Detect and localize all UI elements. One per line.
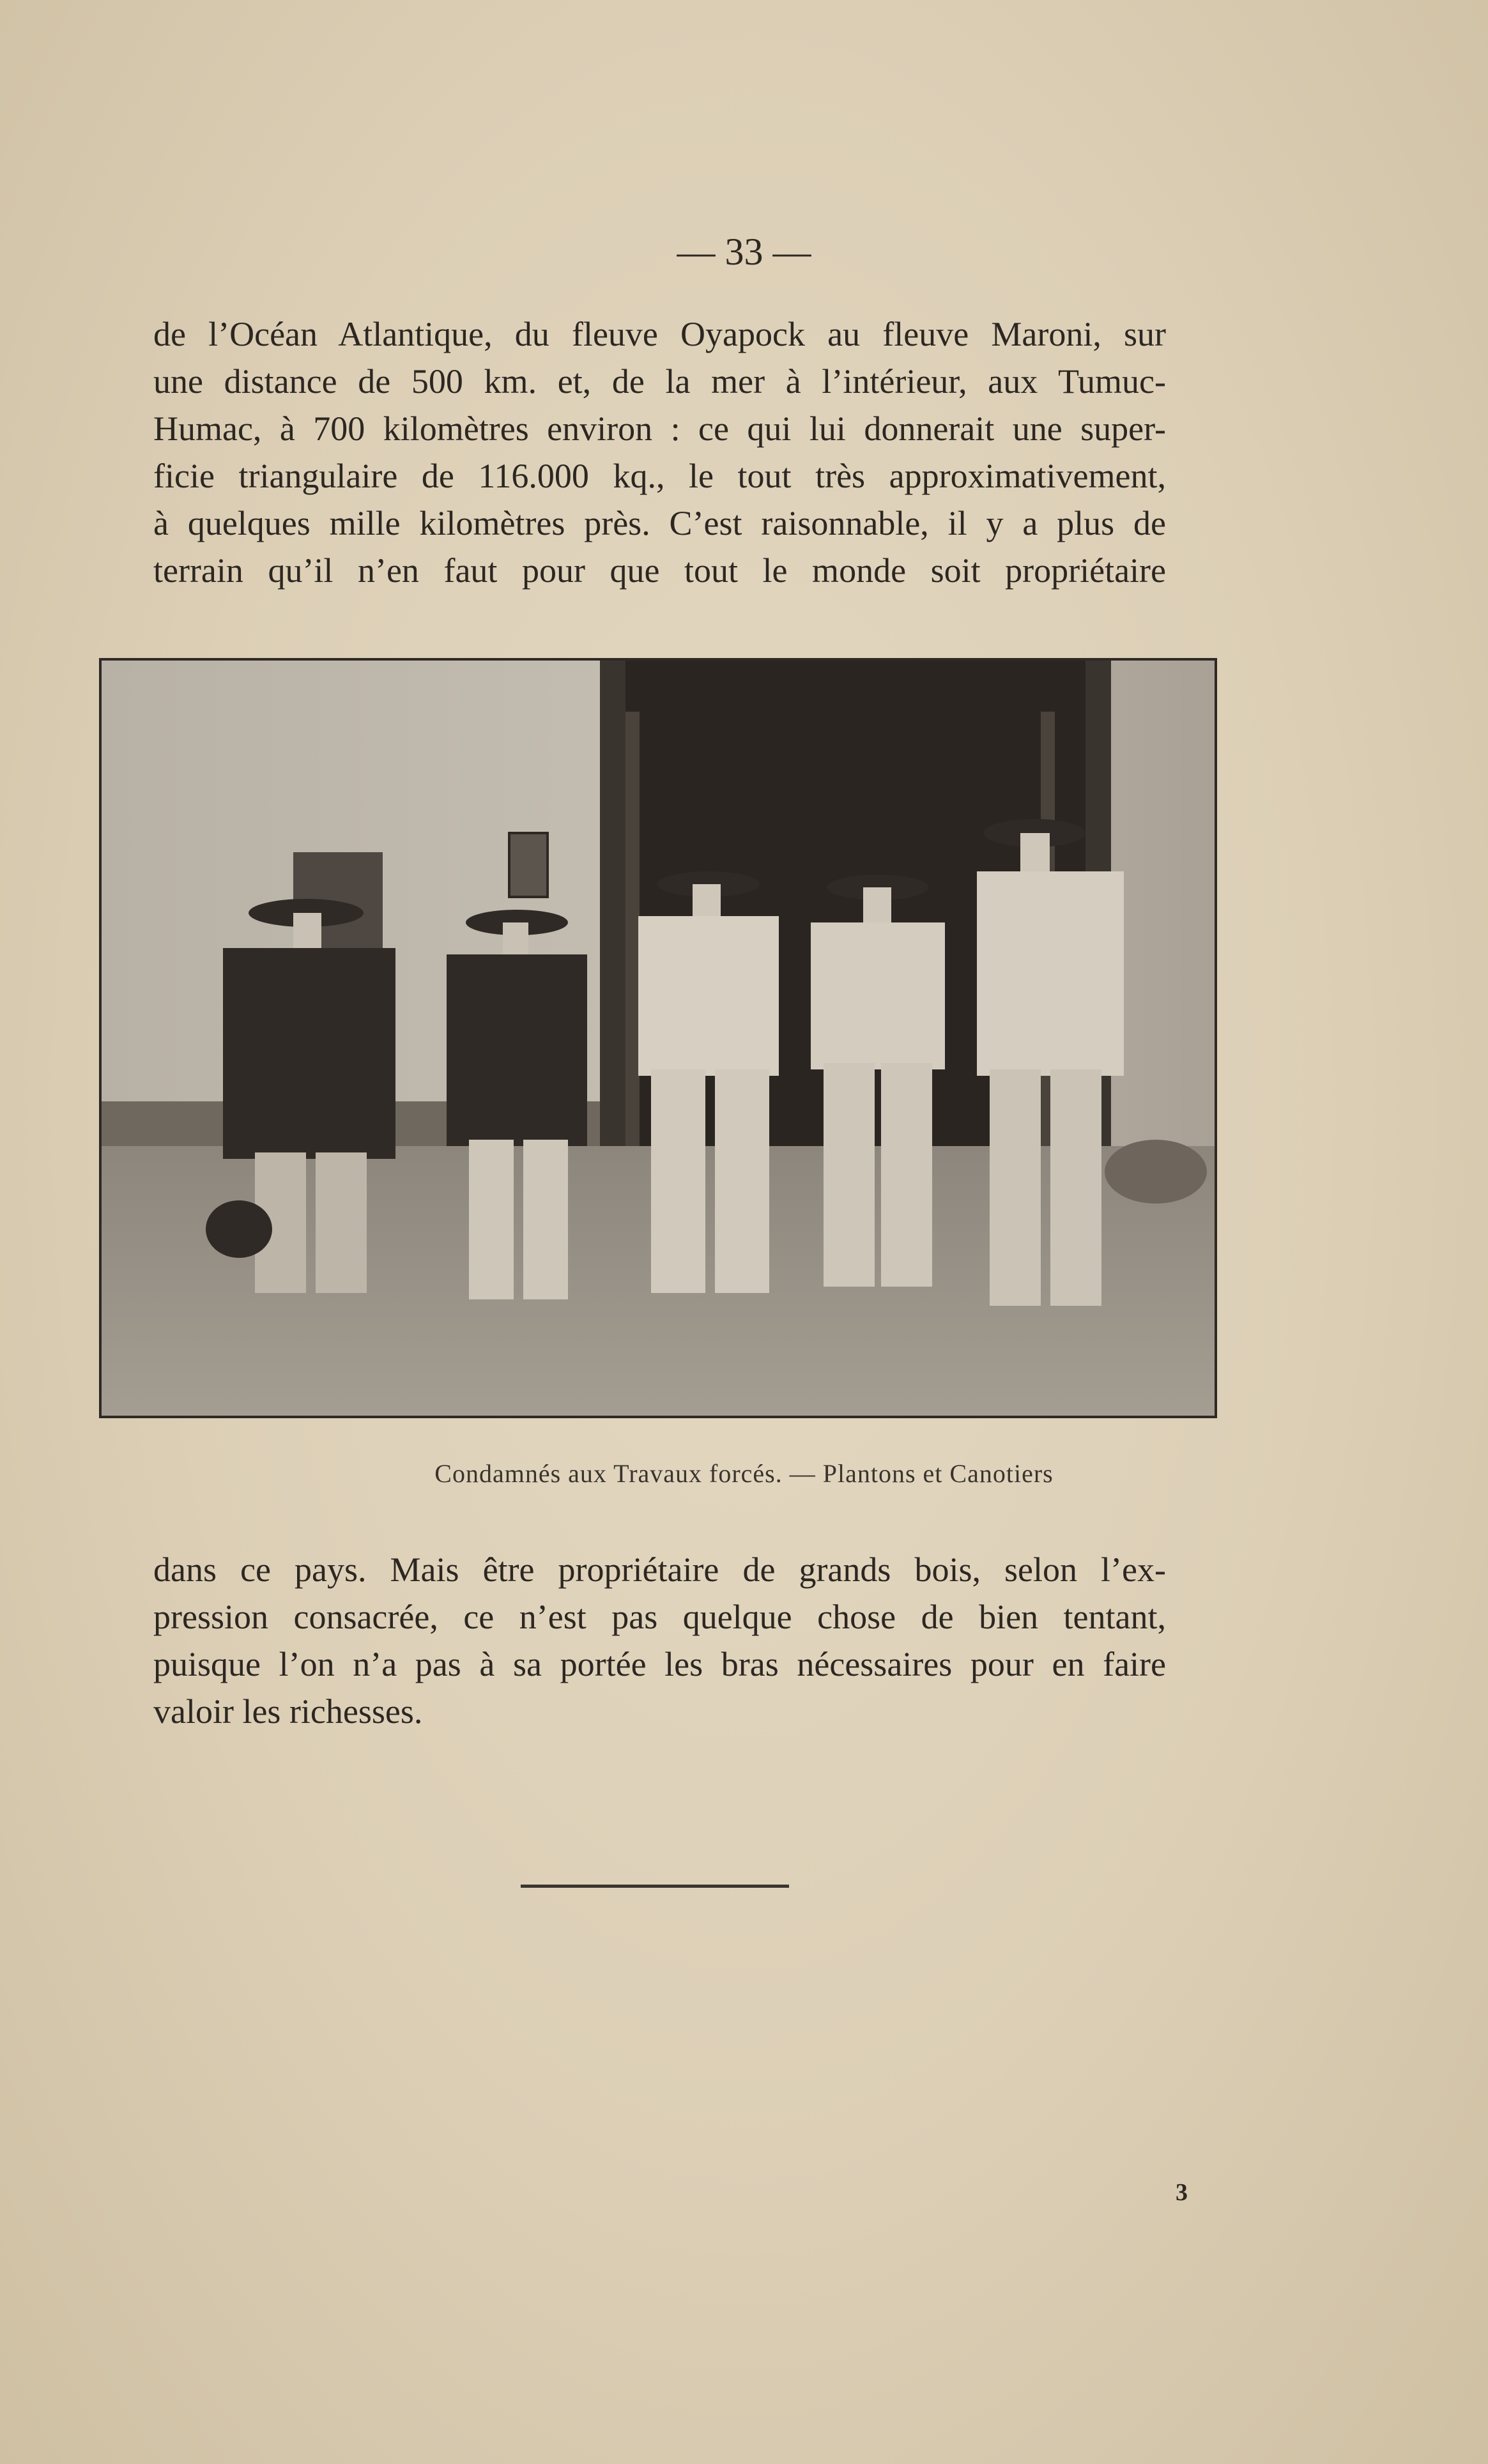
signature-mark: 3 [1176,2179,1188,2206]
text-line: terrain qu’il n’en faut pour que tout le monde soit propriétaire [153,551,1166,590]
text-line: à quelques mille kilomètres près. C’est raisonnable, il y a plus de [153,504,1166,542]
text-line: pression consacrée, ce n’est pas quelque chose de bien tentant, [153,1598,1166,1636]
paragraph-top [153,310,1166,594]
text-line: valoir les richesses. [153,1692,423,1731]
figure-caption: Condamnés aux Travaux forcés. — Plantons et Canotiers [434,1459,1054,1488]
text-line: dans ce pays. Mais être propriétaire de grands bois, selon l’ex- [153,1550,1166,1589]
paragraph-bottom [153,1546,1166,1735]
text-line: puisque l’on n’a pas à sa portée les bras nécessaires pour en faire [153,1645,1166,1683]
text-line: Humac, à 700 kilomètres environ : ce qui lui donnerait une super- [153,409,1166,448]
text-line: ficie triangulaire de 116.000 kq., le tout très approximativement, [153,457,1166,495]
section-divider [521,1885,789,1888]
photograph-convicts [99,658,1217,1418]
photograph-illustration [102,661,1215,1416]
page-number: — 33 — [677,231,811,273]
text-line: une distance de 500 km. et, de la mer à l’intérieur, aux Tumuc- [153,362,1166,401]
text-line: de l’Océan Atlantique, du fleuve Oyapock au fleuve Maroni, sur [153,315,1166,353]
